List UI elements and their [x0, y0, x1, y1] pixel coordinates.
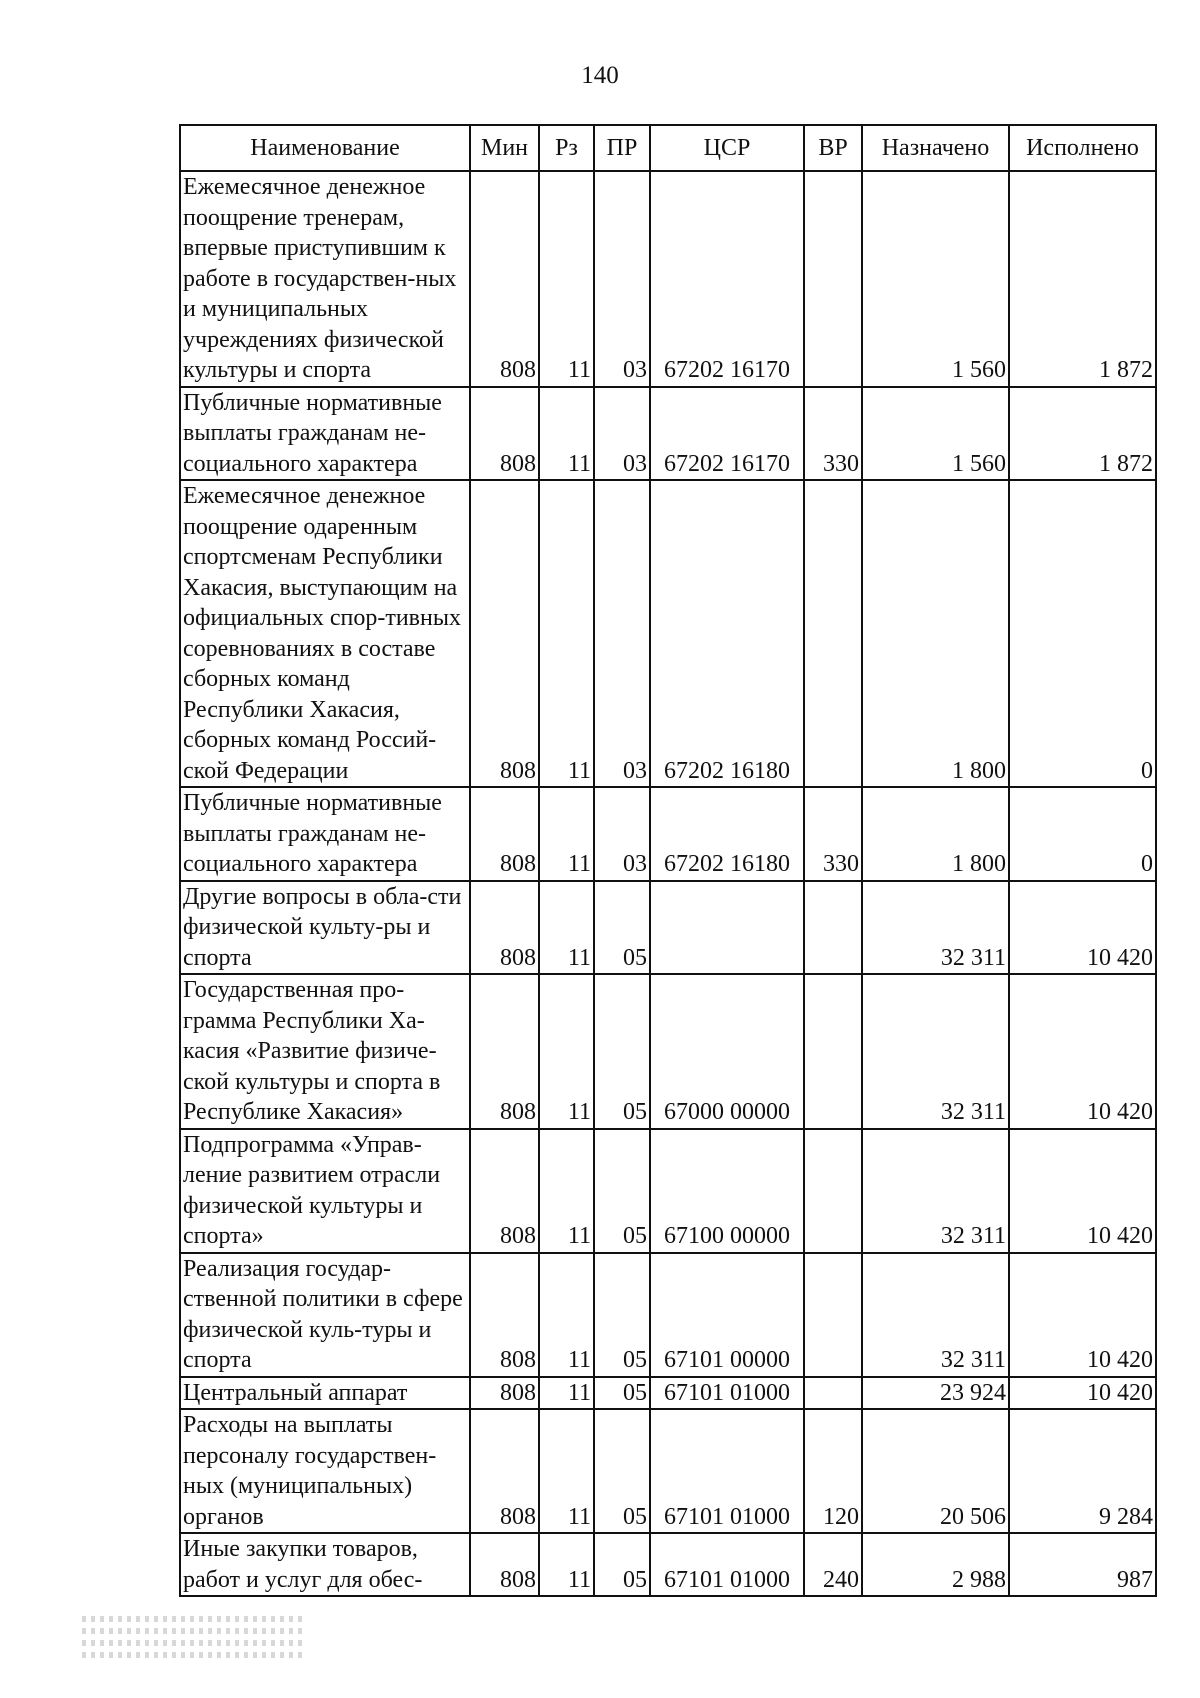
cell-rz: 11	[539, 974, 594, 1129]
table-row	[180, 1253, 1156, 1377]
cell-min: 808	[470, 1253, 539, 1377]
cell-name: Иные закупки товаров, работ и услуг для обес-	[180, 1533, 470, 1596]
cell-csr: 67101 01000	[650, 1533, 804, 1596]
cell-assigned: 1 560	[862, 387, 1009, 481]
cell-name: Ежемесячное денежное поощрение тренерам, впервые приступившим к работе в государствен-ных и муниципальных учреждениях физической культуры и спорта	[180, 171, 470, 387]
cell-executed: 10 420	[1009, 881, 1156, 975]
cell-assigned: 2 988	[862, 1533, 1009, 1596]
cell-min: 808	[470, 1409, 539, 1533]
cell-csr: 67202 16170	[650, 171, 804, 387]
header-min: Мин	[470, 125, 539, 171]
table-row	[180, 1377, 1156, 1410]
cell-pr: 05	[594, 1533, 650, 1596]
cell-rz: 11	[539, 171, 594, 387]
header-csr: ЦСР	[650, 125, 804, 171]
cell-assigned: 23 924	[862, 1377, 1009, 1410]
header-assigned: Назначено	[862, 125, 1009, 171]
header-vr: ВР	[804, 125, 862, 171]
table-row	[180, 974, 1156, 1129]
table-row	[180, 881, 1156, 975]
cell-executed: 0	[1009, 787, 1156, 881]
cell-name: Центральный аппарат	[180, 1377, 470, 1410]
cell-executed: 9 284	[1009, 1409, 1156, 1533]
cell-rz: 11	[539, 1129, 594, 1253]
cell-csr: 67000 00000	[650, 974, 804, 1129]
cell-pr: 05	[594, 1253, 650, 1377]
cell-vr	[804, 881, 862, 975]
cell-min: 808	[470, 974, 539, 1129]
table-body	[180, 171, 1156, 1596]
cell-assigned: 1 800	[862, 480, 1009, 787]
cell-assigned: 32 311	[862, 1129, 1009, 1253]
cell-min: 808	[470, 171, 539, 387]
cell-csr: 67202 16180	[650, 787, 804, 881]
cell-vr	[804, 480, 862, 787]
cell-min: 808	[470, 480, 539, 787]
budget-table	[179, 124, 1157, 1597]
cell-csr: 67202 16170	[650, 387, 804, 481]
cell-assigned: 20 506	[862, 1409, 1009, 1533]
cell-pr: 03	[594, 387, 650, 481]
cell-rz: 11	[539, 387, 594, 481]
cell-vr	[804, 1377, 862, 1410]
cell-vr: 330	[804, 387, 862, 481]
cell-executed: 10 420	[1009, 974, 1156, 1129]
cell-name: Расходы на выплаты персоналу государствен-ных (муниципальных) органов	[180, 1409, 470, 1533]
cell-min: 808	[470, 787, 539, 881]
cell-vr	[804, 974, 862, 1129]
cell-pr: 05	[594, 974, 650, 1129]
header-rz: Рз	[539, 125, 594, 171]
cell-name: Публичные нормативные выплаты гражданам не-социального характера	[180, 387, 470, 481]
header-name: Наименование	[180, 125, 470, 171]
cell-rz: 11	[539, 480, 594, 787]
cell-pr: 05	[594, 1129, 650, 1253]
cell-name: Публичные нормативные выплаты гражданам не-социального характера	[180, 787, 470, 881]
cell-name: Реализация государ-ственной политики в сфере физической куль-туры и спорта	[180, 1253, 470, 1377]
cell-name: Другие вопросы в обла-сти физической культу-ры и спорта	[180, 881, 470, 975]
cell-min: 808	[470, 1377, 539, 1410]
cell-rz: 11	[539, 1533, 594, 1596]
cell-pr: 03	[594, 171, 650, 387]
table-row	[180, 387, 1156, 481]
cell-rz: 11	[539, 1409, 594, 1533]
cell-name: Ежемесячное денежное поощрение одаренным спортсменам Республики Хакасия, выступающим на официальных спор-тивных соревнованиях в составе сборных команд Республики Хакасия, сборных команд Россий-ской Федерации	[180, 480, 470, 787]
cell-executed: 0	[1009, 480, 1156, 787]
cell-csr: 67101 01000	[650, 1377, 804, 1410]
cell-name: Государственная про-грамма Республики Ха-касия «Развитие физиче-ской культуры и спорта в Республике Хакасия»	[180, 974, 470, 1129]
cell-executed: 10 420	[1009, 1129, 1156, 1253]
cell-min: 808	[470, 387, 539, 481]
table-row	[180, 480, 1156, 787]
cell-vr	[804, 171, 862, 387]
cell-assigned: 32 311	[862, 1253, 1009, 1377]
page-number: 140	[581, 62, 619, 89]
cell-vr	[804, 1253, 862, 1377]
cell-min: 808	[470, 881, 539, 975]
cell-pr: 05	[594, 1377, 650, 1410]
cell-rz: 11	[539, 881, 594, 975]
cell-assigned: 1 560	[862, 171, 1009, 387]
cell-rz: 11	[539, 1377, 594, 1410]
cell-csr: 67100 00000	[650, 1129, 804, 1253]
cell-rz: 11	[539, 787, 594, 881]
table-row	[180, 1409, 1156, 1533]
cell-min: 808	[470, 1533, 539, 1596]
cell-vr: 120	[804, 1409, 862, 1533]
cell-min: 808	[470, 1129, 539, 1253]
cell-vr: 240	[804, 1533, 862, 1596]
cell-csr: 67101 01000	[650, 1409, 804, 1533]
cell-executed: 987	[1009, 1533, 1156, 1596]
cell-vr	[804, 1129, 862, 1253]
cell-vr: 330	[804, 787, 862, 881]
cell-csr: 67101 00000	[650, 1253, 804, 1377]
cell-name: Подпрограмма «Управ-ление развитием отрасли физической культуры и спорта»	[180, 1129, 470, 1253]
cell-executed: 10 420	[1009, 1377, 1156, 1410]
cell-executed: 1 872	[1009, 387, 1156, 481]
cell-csr	[650, 881, 804, 975]
table-row	[180, 1129, 1156, 1253]
cell-pr: 05	[594, 881, 650, 975]
cell-assigned: 32 311	[862, 881, 1009, 975]
cell-pr: 05	[594, 1409, 650, 1533]
header-pr: ПР	[594, 125, 650, 171]
cell-assigned: 32 311	[862, 974, 1009, 1129]
cell-pr: 03	[594, 480, 650, 787]
table-header-row	[180, 125, 1156, 171]
cell-executed: 1 872	[1009, 171, 1156, 387]
cell-rz: 11	[539, 1253, 594, 1377]
scan-marks	[82, 1610, 302, 1690]
cell-csr: 67202 16180	[650, 480, 804, 787]
table-row	[180, 171, 1156, 387]
header-executed: Исполнено	[1009, 125, 1156, 171]
cell-pr: 03	[594, 787, 650, 881]
table-row	[180, 1533, 1156, 1596]
cell-executed: 10 420	[1009, 1253, 1156, 1377]
table-row	[180, 787, 1156, 881]
cell-assigned: 1 800	[862, 787, 1009, 881]
